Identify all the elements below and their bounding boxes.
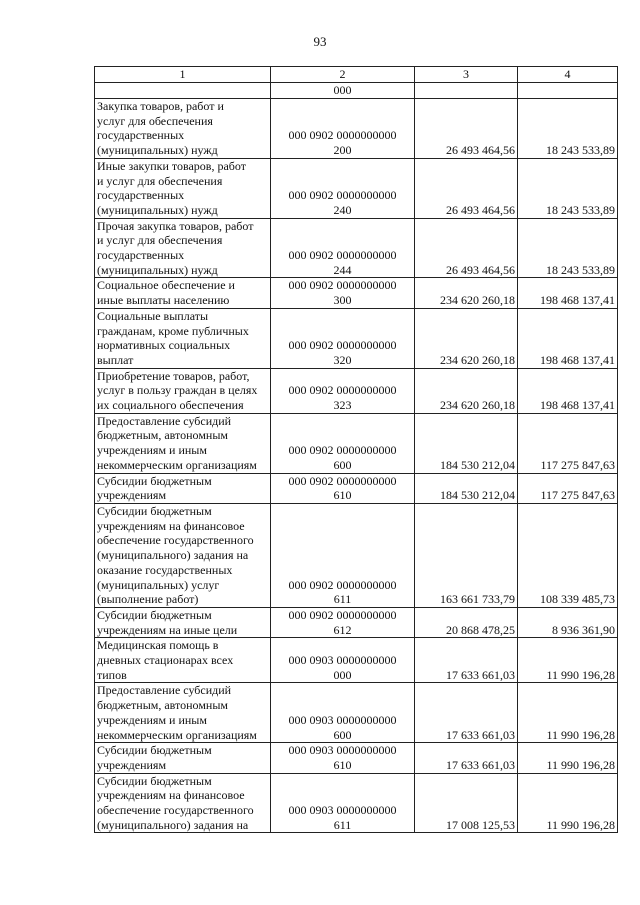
budget-code-expense-type: 612	[333, 622, 352, 637]
budget-code-cell	[271, 638, 415, 683]
amount-column-4-cell: 18 243 533,89	[518, 218, 618, 278]
budget-code-cell	[271, 503, 415, 607]
amount-column-3-cell: 26 493 464,56	[415, 99, 518, 159]
budget-code-main: 000 0903 0000000000	[288, 743, 397, 758]
table-row	[95, 743, 618, 773]
expense-name-cell: Социальное обеспечение и иные выплаты населению	[95, 278, 271, 308]
amount-column-4-cell: 11 990 196,28	[518, 638, 618, 683]
expense-name-cell: Предоставление субсидий бюджетным, автономным учреждениям и иным некоммерческим организациям	[95, 413, 271, 473]
expense-name-cell: Субсидии бюджетным учреждениям на финансовое обеспечение государственного (муниципального) задания на	[95, 773, 271, 833]
column-header-3: 3	[415, 67, 518, 83]
amount-column-4-cell: 11 990 196,28	[518, 743, 618, 773]
budget-code-expense-type: 200	[333, 143, 352, 158]
budget-code-main: 000 0902 0000000000	[288, 278, 397, 293]
expense-name-cell: Социальные выплаты гражданам, кроме публичных нормативных социальных выплат	[95, 308, 271, 368]
amount-column-3-cell: 234 620 260,18	[415, 308, 518, 368]
budget-code-main: 000 0902 0000000000	[288, 128, 397, 143]
amount-column-3-cell: 17 633 661,03	[415, 638, 518, 683]
budget-table	[94, 66, 618, 833]
budget-code-expense-type: 610	[333, 488, 352, 503]
expense-name-cell: Приобретение товаров, работ, услуг в пользу граждан в целях их социального обеспечения	[95, 368, 271, 413]
budget-code-cell	[271, 743, 415, 773]
budget-code-cell	[271, 308, 415, 368]
budget-table-body	[95, 67, 618, 833]
table-row	[95, 607, 618, 637]
amount-column-4-cell: 18 243 533,89	[518, 99, 618, 159]
amount-column-3-cell: 163 661 733,79	[415, 503, 518, 607]
column-header-2: 2	[271, 67, 415, 83]
budget-code-main: 000 0902 0000000000	[288, 443, 397, 458]
amount-column-4-cell: 117 275 847,63	[518, 413, 618, 473]
amount-column-4-cell: 18 243 533,89	[518, 158, 618, 218]
budget-code-main: 000 0902 0000000000	[288, 248, 397, 263]
expense-name-cell: Прочая закупка товаров, работ и услуг для обеспечения государственных (муниципальных) нужд	[95, 218, 271, 278]
amount-column-4-cell: 11 990 196,28	[518, 683, 618, 743]
budget-code-main: 000 0902 0000000000	[288, 577, 397, 592]
budget-code-cell	[271, 158, 415, 218]
amount-column-4-cell: 8 936 361,90	[518, 607, 618, 637]
amount-column-4-cell: 11 990 196,28	[518, 773, 618, 833]
column-header-row	[95, 67, 618, 83]
amount-column-4-cell: 198 468 137,41	[518, 278, 618, 308]
amount-column-3-cell: 17 633 661,03	[415, 683, 518, 743]
expense-name-cell: Субсидии бюджетным учреждениям на иные цели	[95, 607, 271, 637]
column-header-4: 4	[518, 67, 618, 83]
carry-over-row	[95, 83, 618, 99]
budget-code-expense-type: 320	[333, 352, 352, 367]
budget-code-expense-type: 323	[333, 398, 352, 413]
budget-code-main: 000 0902 0000000000	[288, 607, 397, 622]
amount-column-4-cell: 198 468 137,41	[518, 308, 618, 368]
amount-column-3-cell: 17 633 661,03	[415, 743, 518, 773]
amount-column-3-cell: 184 530 212,04	[415, 413, 518, 473]
budget-code-main: 000 0902 0000000000	[288, 473, 397, 488]
amount-column-3-cell: 234 620 260,18	[415, 278, 518, 308]
table-row	[95, 99, 618, 159]
budget-code-cell	[271, 683, 415, 743]
budget-code-main: 000 0903 0000000000	[288, 653, 397, 668]
budget-code-cell	[271, 413, 415, 473]
budget-code-cell	[271, 278, 415, 308]
budget-code-expense-type: 000	[333, 667, 352, 682]
amount-column-4-cell: 198 468 137,41	[518, 368, 618, 413]
expense-name-cell: Субсидии бюджетным учреждениям на финансовое обеспечение государственного (муниципального) задания на оказание государственных (муниципальных) услуг (выполнение работ)	[95, 503, 271, 607]
amount-column-3-cell: 20 868 478,25	[415, 607, 518, 637]
expense-name-cell: Иные закупки товаров, работ и услуг для обеспечения государственных (муниципальных) нужд	[95, 158, 271, 218]
budget-code-expense-type: 240	[333, 202, 352, 217]
column-header-1: 1	[95, 67, 271, 83]
amount-column-3-cell: 26 493 464,56	[415, 218, 518, 278]
expense-name-cell: Медицинская помощь в дневных стационарах всех типов	[95, 638, 271, 683]
amount-column-3-cell: 17 008 125,53	[415, 773, 518, 833]
amount-column-4-cell: 108 339 485,73	[518, 503, 618, 607]
expense-name-cell: Закупка товаров, работ и услуг для обеспечения государственных (муниципальных) нужд	[95, 99, 271, 159]
table-row	[95, 503, 618, 607]
carry-over-name-cell	[95, 83, 271, 99]
amount-column-3-cell: 234 620 260,18	[415, 368, 518, 413]
budget-code-expense-type: 610	[333, 757, 352, 772]
budget-code-expense-type: 611	[333, 592, 352, 607]
amount-column-3-cell: 184 530 212,04	[415, 473, 518, 503]
table-row	[95, 218, 618, 278]
budget-code-main: 000 0902 0000000000	[288, 188, 397, 203]
budget-code-cell	[271, 607, 415, 637]
budget-code-cell	[271, 368, 415, 413]
budget-code-main: 000 0903 0000000000	[288, 803, 397, 818]
page-number: 93	[313, 34, 327, 49]
carry-over-value-3-cell	[415, 83, 518, 99]
table-row	[95, 773, 618, 833]
budget-code-expense-type: 611	[333, 817, 352, 832]
amount-column-3-cell: 26 493 464,56	[415, 158, 518, 218]
budget-code-cell	[271, 218, 415, 278]
table-row	[95, 638, 618, 683]
table-row	[95, 308, 618, 368]
budget-code-expense-type: 244	[333, 262, 352, 277]
amount-column-4-cell: 117 275 847,63	[518, 473, 618, 503]
table-row	[95, 473, 618, 503]
expense-name-cell: Субсидии бюджетным учреждениям	[95, 473, 271, 503]
budget-code-cell	[271, 773, 415, 833]
carry-over-code-cell: 000	[271, 83, 415, 99]
budget-code-cell	[271, 99, 415, 159]
table-row	[95, 278, 618, 308]
budget-code-main: 000 0902 0000000000	[288, 338, 397, 353]
carry-over-value-4-cell	[518, 83, 618, 99]
table-row	[95, 413, 618, 473]
table-row	[95, 683, 618, 743]
budget-code-expense-type: 600	[333, 457, 352, 472]
budget-code-main: 000 0903 0000000000	[288, 712, 397, 727]
budget-code-expense-type: 300	[333, 293, 352, 308]
table-row	[95, 368, 618, 413]
expense-name-cell: Предоставление субсидий бюджетным, автономным учреждениям и иным некоммерческим организациям	[95, 683, 271, 743]
budget-code-main: 000 0902 0000000000	[288, 383, 397, 398]
budget-code-cell	[271, 473, 415, 503]
table-row	[95, 158, 618, 218]
budget-code-expense-type: 600	[333, 727, 352, 742]
expense-name-cell: Субсидии бюджетным учреждениям	[95, 743, 271, 773]
